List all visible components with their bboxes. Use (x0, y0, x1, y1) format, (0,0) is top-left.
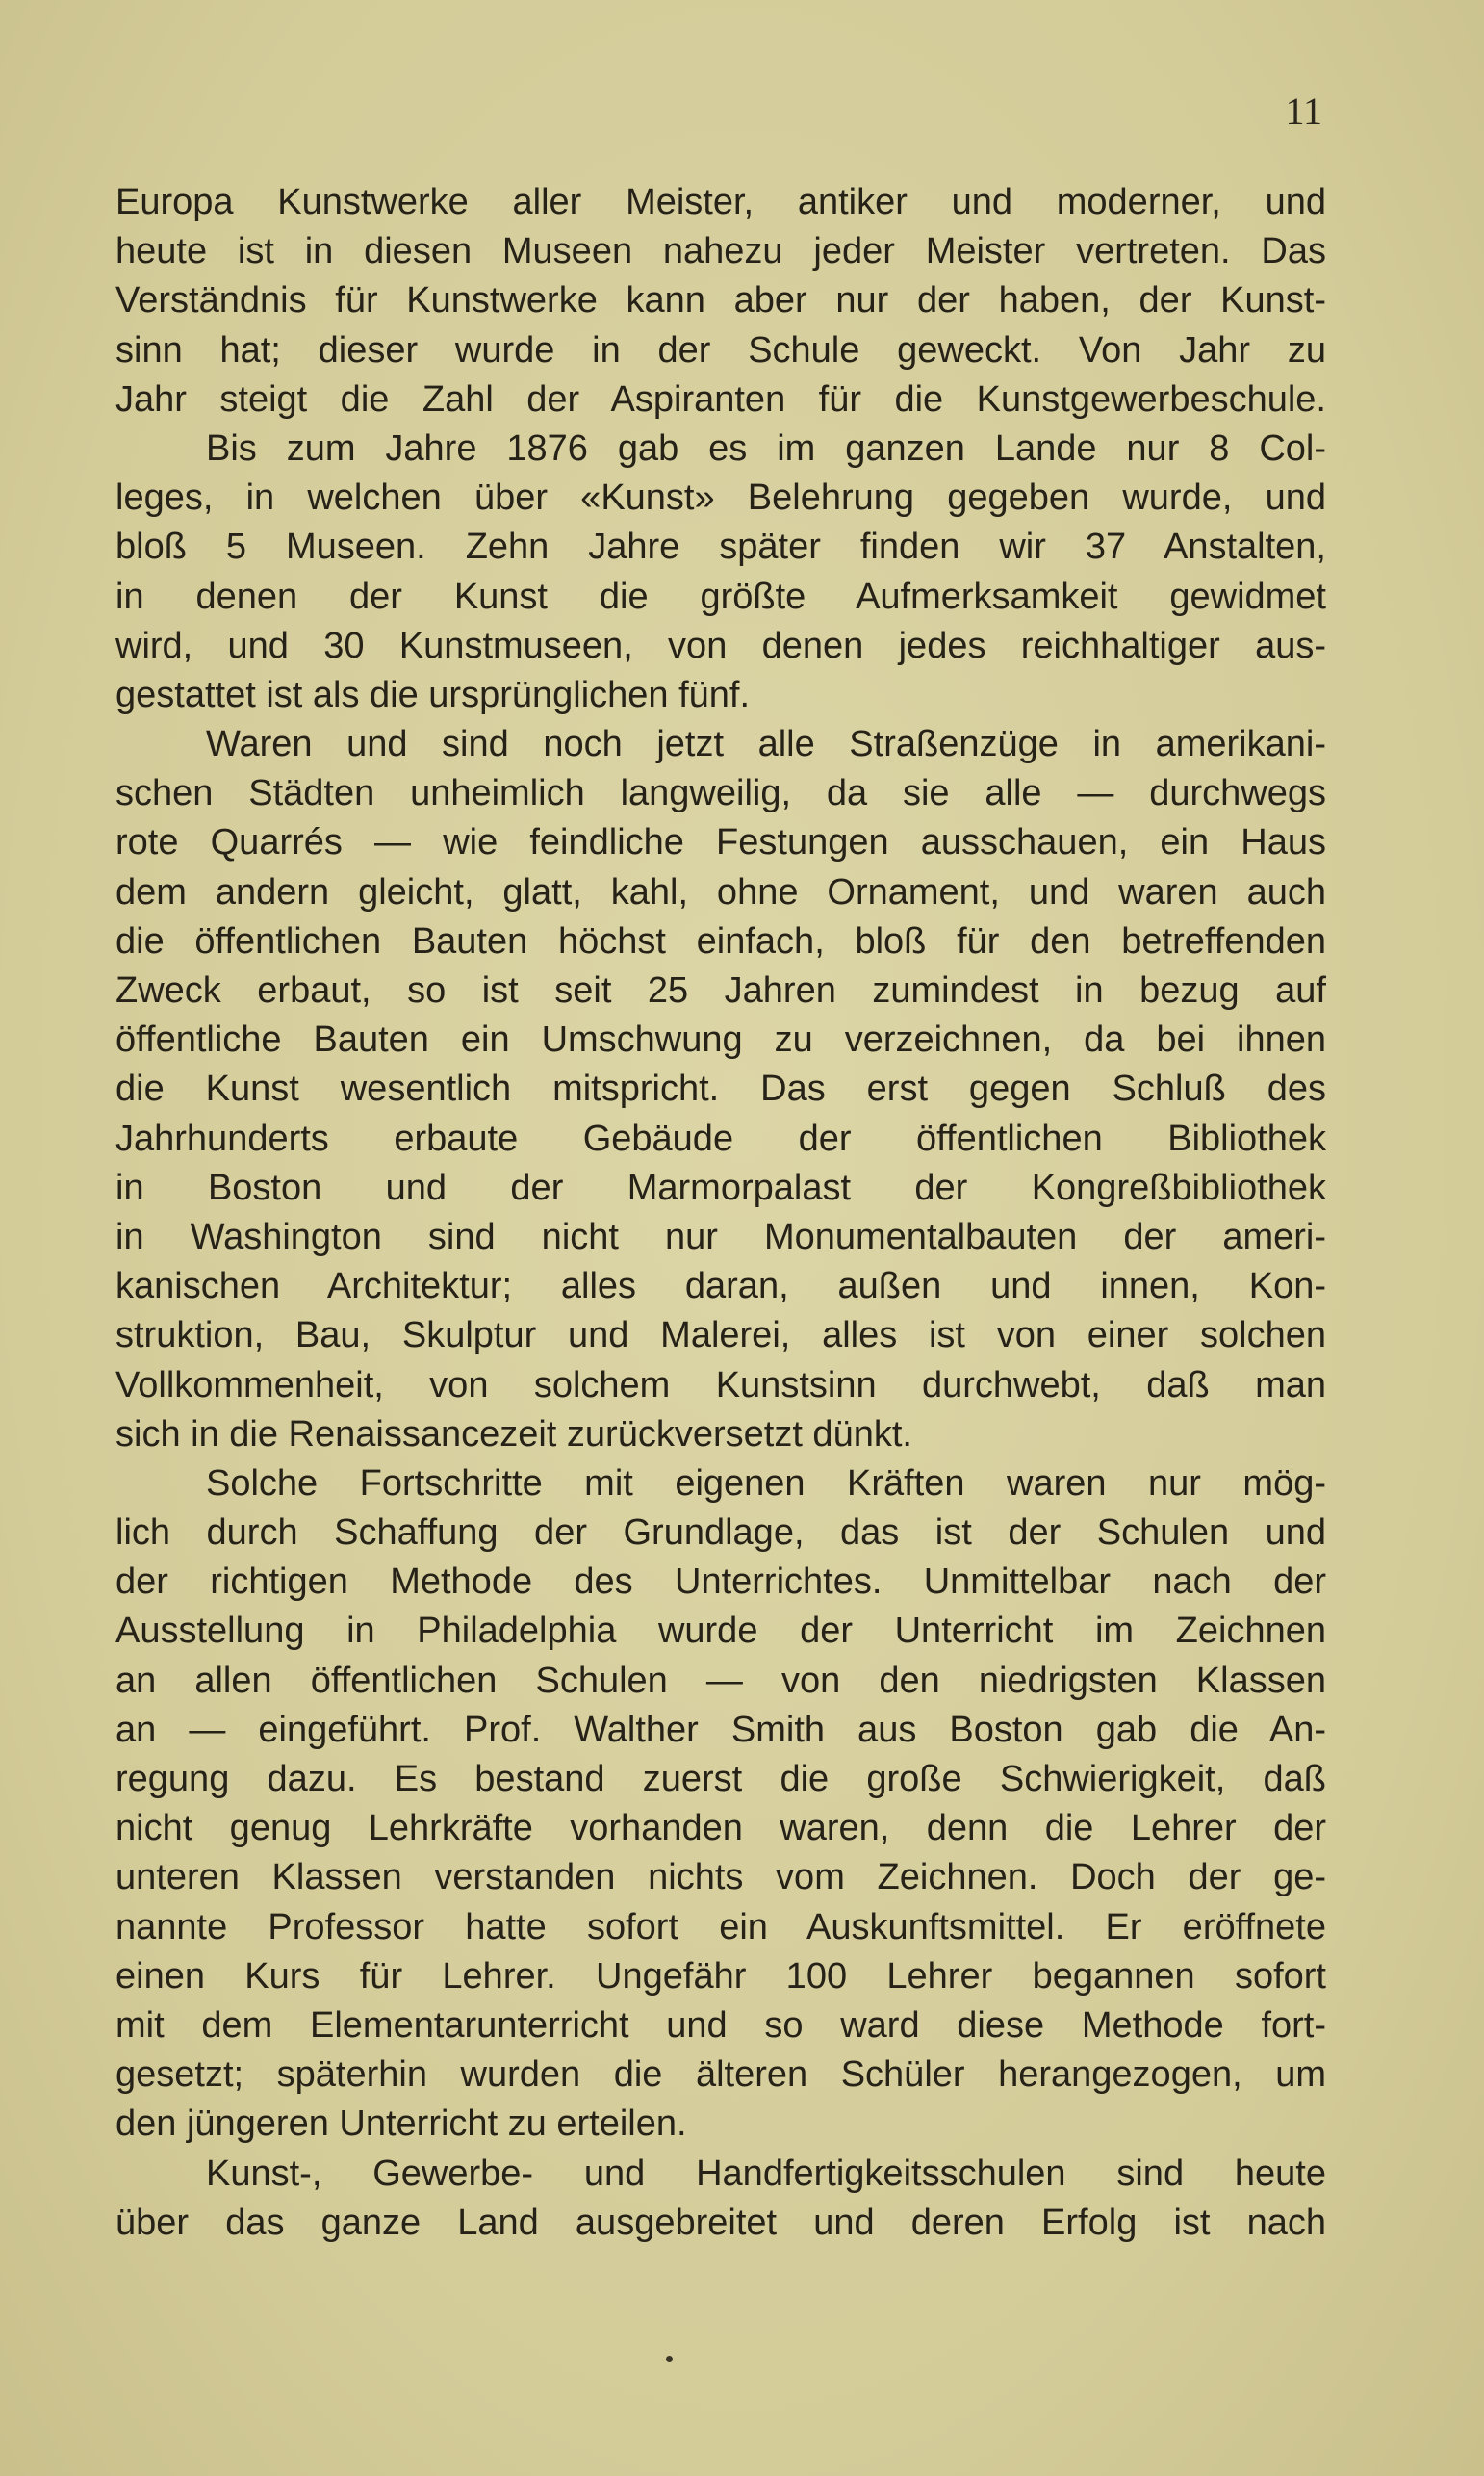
text-line: kanischen Architektur; alles daran, außen und innen, Kon- (115, 1266, 1326, 1307)
text-line: mit dem Elementarunterricht und so ward diese Methode fort- (115, 2004, 1326, 2046)
text-line: Jahrhunderts erbaute Gebäude der öffentlichen Bibliothek (115, 1118, 1326, 1159)
text-line: Zweck erbaut, so ist seit 25 Jahren zumindest in bezug auf (115, 970, 1326, 1011)
text-line: sinn hat; dieser wurde in der Schule geweckt. Von Jahr zu (115, 329, 1326, 371)
text-line: an — eingeführt. Prof. Walther Smith aus Boston gab die An- (115, 1709, 1326, 1750)
text-line: Bis zum Jahre 1876 gab es im ganzen Lande nur 8 Col- (206, 427, 1326, 469)
text-line: wird, und 30 Kunstmuseen, von denen jedes reichhaltiger aus- (115, 625, 1326, 666)
text-line: gestattet ist als die ursprünglichen fünf. (115, 674, 751, 715)
text-line: der richtigen Methode des Unterrichtes. Unmittelbar nach der (115, 1561, 1326, 1603)
text-line: die öffentlichen Bauten höchst einfach, bloß für den betreffenden (115, 920, 1326, 962)
text-line: Vollkommenheit, von solchem Kunstsinn durchwebt, daß man (115, 1364, 1326, 1406)
text-line: Solche Fortschritte mit eigenen Kräften waren nur mög- (206, 1462, 1326, 1504)
text-line: Ausstellung in Philadelphia wurde der Unterricht im Zeichnen (115, 1611, 1326, 1652)
text-line: regung dazu. Es bestand zuerst die große Schwierigkeit, daß (115, 1759, 1326, 1799)
text-line: sich in die Renaissancezeit zurückversetzt dünkt. (115, 1413, 912, 1455)
text-line: in Washington sind nicht nur Monumentalbauten der ameri- (115, 1216, 1326, 1257)
text-line: struktion, Bau, Skulptur und Malerei, alles ist von einer solchen (115, 1315, 1326, 1356)
text-line: Kunst-, Gewerbe- und Handfertigkeitsschulen sind heute (206, 2153, 1326, 2194)
body-text (115, 178, 1326, 2248)
text-line: einen Kurs für Lehrer. Ungefähr 100 Lehrer begannen sofort (115, 1955, 1326, 1997)
text-line: Jahr steigt die Zahl der Aspiranten für die Kunstgewerbeschule. (115, 378, 1326, 420)
text-line: bloß 5 Museen. Zehn Jahre später finden wir 37 Anstalten, (115, 527, 1326, 568)
text-line: leges, in welchen über «Kunst» Belehrung gegeben wurde, und (115, 477, 1326, 519)
text-line: nicht genug Lehrkräfte vorhanden waren, denn die Lehrer der (115, 1808, 1326, 1849)
text-line: rote Quarrés — wie feindliche Festungen ausschauen, ein Haus (115, 822, 1326, 864)
text-line: unteren Klassen verstanden nichts vom Zeichnen. Doch der ge- (115, 1857, 1326, 1898)
text-line: schen Städten unheimlich langweilig, da sie alle — durchwegs (115, 773, 1326, 814)
text-line: heute ist in diesen Museen nahezu jeder Meister vertreten. Das (115, 231, 1326, 272)
text-line: gesetzt; späterhin wurden die älteren Schüler herangezogen, um (115, 2054, 1326, 2096)
page-number: 11 (1285, 90, 1322, 133)
text-line: öffentliche Bauten ein Umschwung zu verzeichnen, da bei ihnen (115, 1019, 1326, 1061)
printer-mark-dot (666, 2356, 673, 2362)
text-line: Europa Kunstwerke aller Meister, antiker und moderner, und (115, 182, 1326, 222)
text-line: in Boston und der Marmorpalast der Kongreßbibliothek (115, 1167, 1326, 1208)
text-line: an allen öffentlichen Schulen — von den niedrigsten Klassen (115, 1660, 1326, 1701)
text-line: Verständnis für Kunstwerke kann aber nur der haben, der Kunst- (115, 280, 1326, 322)
text-line: in denen der Kunst die größte Aufmerksamkeit gewidmet (115, 576, 1326, 617)
text-line: den jüngeren Unterricht zu erteilen. (115, 2103, 687, 2145)
text-line: dem andern gleicht, glatt, kahl, ohne Ornament, und waren auch (115, 871, 1326, 913)
text-line: die Kunst wesentlich mitspricht. Das erst gegen Schluß des (115, 1069, 1326, 1110)
text-line: Waren und sind noch jetzt alle Straßenzüge in amerikani- (206, 724, 1326, 765)
text-line: lich durch Schaffung der Grundlage, das ist der Schulen und (115, 1512, 1326, 1554)
text-line: nannte Professor hatte sofort ein Auskunftsmittel. Er eröffnete (115, 1906, 1326, 1947)
text-line: über das ganze Land ausgebreitet und deren Erfolg ist nach (115, 2202, 1326, 2243)
